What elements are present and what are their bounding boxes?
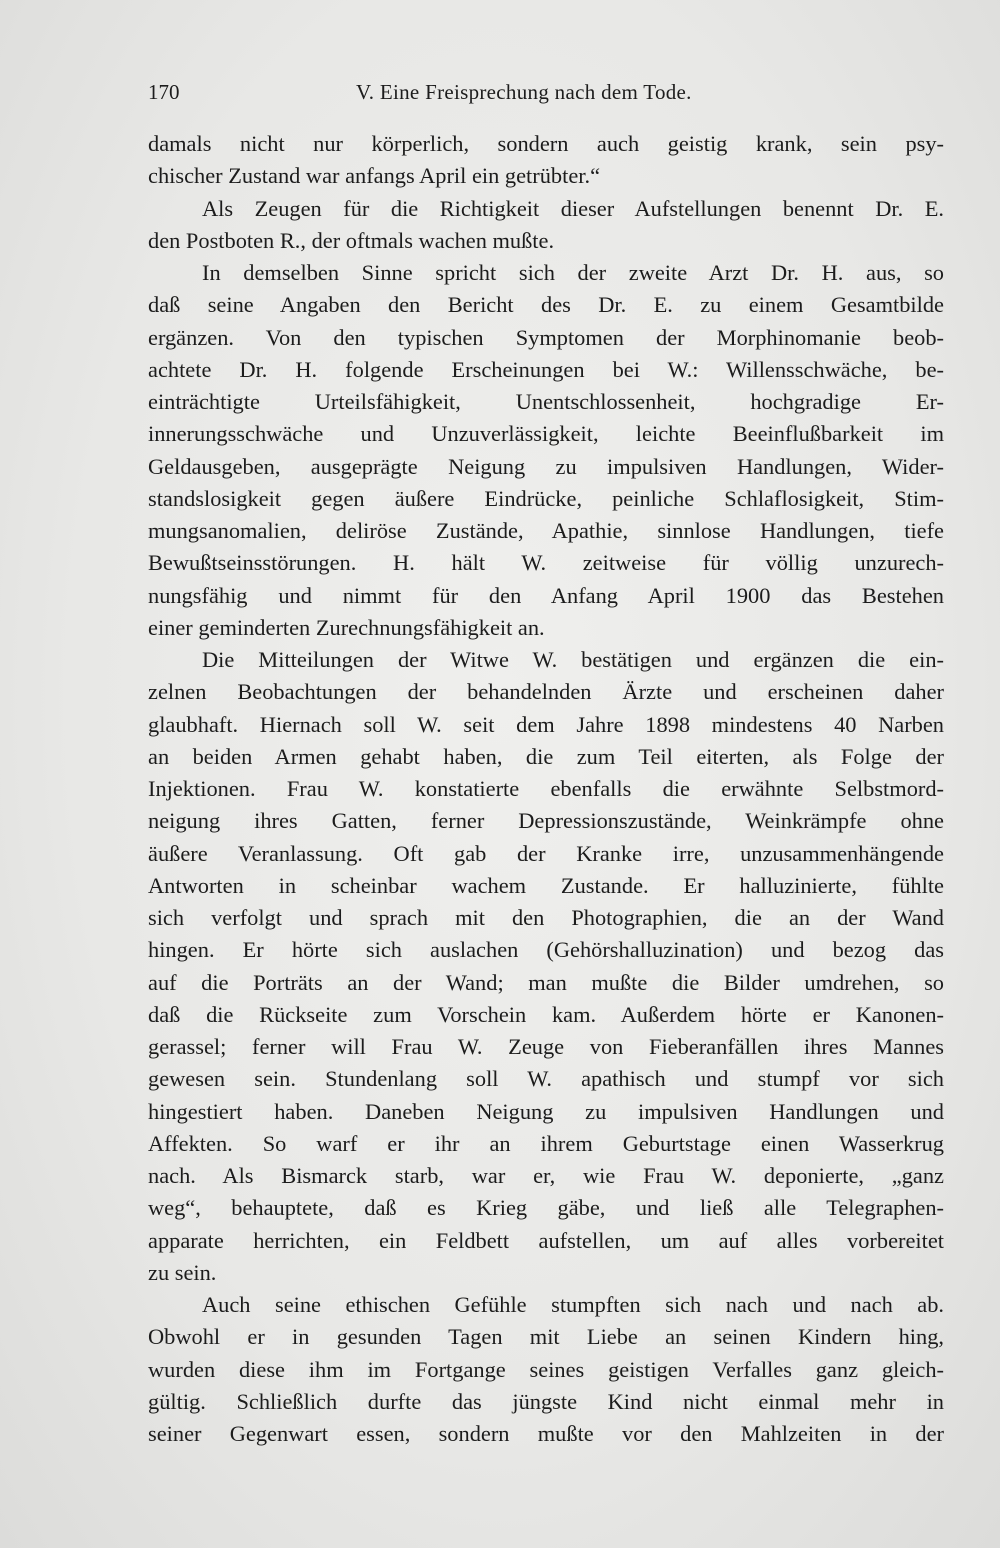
text-line: achtete Dr. H. folgende Erscheinungen bei W.: Willensschwäche, be- — [148, 356, 944, 382]
text-line: damals nicht nur körperlich, sondern auch geistig krank, sein psy- — [148, 131, 944, 156]
text-line: hingen. Er hörte sich auslachen (Gehörshalluzination) und bezog das — [148, 937, 944, 963]
text-line: innerungsschwäche und Unzuverlässigkeit, leichte Beeinflußbarkeit im — [148, 421, 944, 447]
text-line: seiner Gegenwart essen, sondern mußte vor den Mahlzeiten in der — [148, 1421, 944, 1446]
text-line: hingestiert haben. Daneben Neigung zu impulsiven Handlungen und — [148, 1098, 944, 1124]
text-line: Affekten. So warf er ihr an ihrem Geburtstage einen Wasserkrug — [148, 1130, 944, 1156]
text-line: weg“, behauptete, daß es Krieg gäbe, und ließ alle Telegraphen- — [148, 1195, 944, 1221]
running-title: V. Eine Freisprechung nach dem Tode. — [356, 80, 692, 104]
text-line: einträchtigte Urteilsfähigkeit, Unentschlossenheit, hochgradige Er- — [148, 389, 944, 414]
text-line: daß die Rückseite zum Vorschein kam. Außerdem hörte er Kanonen- — [148, 1001, 944, 1027]
text-line: daß seine Angaben den Bericht des Dr. E. zu einem Gesamtbilde — [148, 292, 944, 318]
text-line: auf die Porträts an der Wand; man mußte die Bilder umdrehen, so — [148, 969, 944, 995]
text-line: zelnen Beobachtungen der behandelnden Ärzte und erscheinen daher — [148, 679, 944, 705]
text-line: Injektionen. Frau W. konstatierte ebenfalls die erwähnte Selbstmord- — [148, 776, 944, 801]
text-line: äußere Veranlassung. Oft gab der Kranke irre, unzusammenhängende — [148, 840, 944, 866]
text-line: einer geminderten Zurechnungsfähigkeit an. — [148, 614, 545, 640]
text-line: Bewußtseinsstörungen. H. hält W. zeitweise für völlig unzurech- — [148, 550, 944, 576]
text-line: mungsanomalien, deliröse Zustände, Apathie, sinnlose Handlungen, tiefe — [148, 518, 944, 543]
text-line: Auch seine ethischen Gefühle stumpften sich nach und nach ab. — [202, 1292, 944, 1317]
text-line: Obwohl er in gesunden Tagen mit Liebe an seinen Kindern hing, — [148, 1324, 944, 1350]
text-line: glaubhaft. Hiernach soll W. seit dem Jahre 1898 mindestens 40 Narben — [148, 711, 944, 737]
text-line: an beiden Armen gehabt haben, die zum Teil eiterten, als Folge der — [148, 743, 944, 769]
text-line: standslosigkeit gegen äußere Eindrücke, peinliche Schlaflosigkeit, Stim- — [148, 485, 944, 511]
text-line: nungsfähig und nimmt für den Anfang April 1900 das Bestehen — [148, 582, 944, 608]
text-line: Als Zeugen für die Richtigkeit dieser Aufstellungen benennt Dr. E. — [202, 195, 944, 221]
text-line: zu sein. — [148, 1259, 217, 1285]
text-line: gewesen sein. Stundenlang soll W. apathisch und stumpf vor sich — [148, 1066, 944, 1092]
text-line: gerassel; ferner will Frau W. Zeuge von Fieberanfällen ihres Mannes — [148, 1034, 944, 1059]
text-line: In demselben Sinne spricht sich der zweite Arzt Dr. H. aus, so — [202, 260, 944, 285]
text-line: Antworten in scheinbar wachem Zustande. Er halluzinierte, fühlte — [148, 872, 944, 898]
text-line: Geldausgeben, ausgeprägte Neigung zu impulsiven Handlungen, Wider- — [148, 453, 944, 479]
text-line: Die Mitteilungen der Witwe W. bestätigen und ergänzen die ein- — [202, 647, 944, 672]
page-number: 170 — [148, 80, 180, 104]
body-text — [148, 128, 944, 1450]
text-line: wurden diese ihm im Fortgange seines geistigen Verfalles ganz gleich- — [148, 1356, 944, 1382]
text-line: neigung ihres Gatten, ferner Depressionszustände, Weinkrämpfe ohne — [148, 808, 944, 834]
text-line: den Postboten R., der oftmals wachen mußte. — [148, 227, 555, 253]
text-line: apparate herrichten, ein Feldbett aufstellen, um auf alles vorbereitet — [148, 1227, 944, 1253]
text-line: nach. Als Bismarck starb, war er, wie Frau W. deponierte, „ganz — [148, 1163, 944, 1188]
text-line: gültig. Schließlich durfte das jüngste Kind nicht einmal mehr in — [148, 1388, 944, 1414]
text-line: ergänzen. Von den typischen Symptomen der Morphinomanie beob- — [148, 324, 944, 350]
text-line: chischer Zustand war anfangs April ein getrübter.“ — [148, 163, 601, 189]
text-line: sich verfolgt und sprach mit den Photographien, die an der Wand — [148, 905, 944, 930]
page-header — [148, 80, 944, 110]
